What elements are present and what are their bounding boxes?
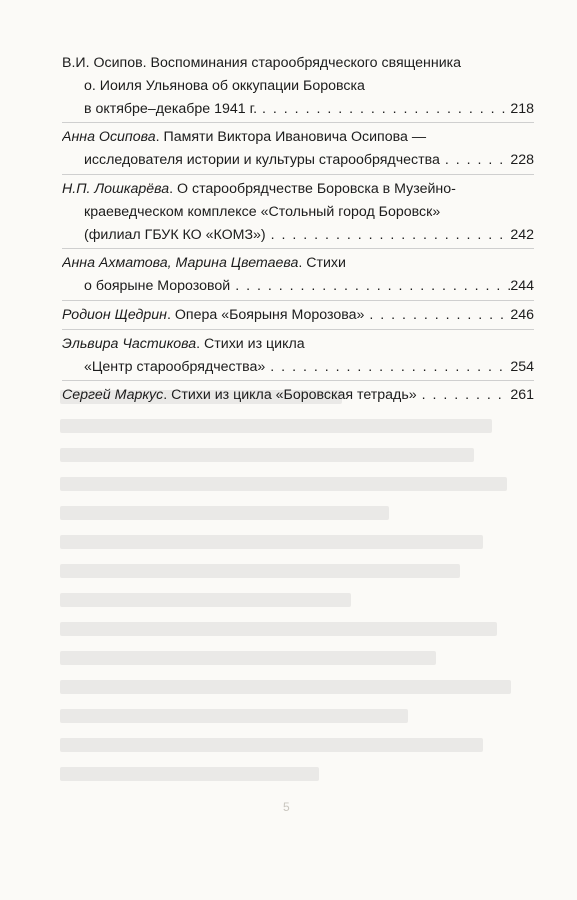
entry-title-line: . О старообрядчестве Боровска в Музейно- (169, 180, 456, 197)
entry-line (62, 75, 534, 98)
entry-author: Анна Осипова (62, 129, 156, 146)
divider (62, 248, 534, 249)
entry-page-number: 261 (510, 387, 534, 404)
entry-line (62, 224, 534, 247)
leader-dots (440, 149, 510, 172)
entry-author: В.И. Осипов. (62, 55, 147, 71)
entry-title-line: исследователя истории и культуры старообрядчества (84, 152, 440, 169)
entry-title-line: в октябре–декабре 1941 г. (84, 100, 258, 117)
entry-title-line: . Стихи из цикла (196, 335, 305, 352)
entry-page-number: 246 (510, 306, 534, 323)
page-number: 5 (283, 800, 290, 814)
entry-author: Анна Ахматова, Марина Цветаева (62, 255, 299, 272)
entry-page-number: 244 (510, 278, 534, 295)
entry-line (62, 178, 534, 201)
table-of-contents (62, 52, 534, 407)
entry-title-line: (филиал ГБУК КО «КОМЗ») (84, 226, 266, 243)
entry-title-line: Воспоминания старообрядческого священника (150, 55, 462, 71)
entry-title-line: краеведческом комплексе «Стольный город Боровск» (84, 203, 441, 220)
leader-dots (364, 304, 510, 327)
toc-entry[interactable] (62, 333, 534, 379)
entry-line (62, 149, 534, 172)
leader-dots (266, 224, 511, 247)
entry-author: Сергей Маркус (62, 387, 164, 404)
entry-line (62, 98, 534, 121)
entry-page-number: 228 (510, 152, 534, 169)
toc-entry[interactable] (62, 252, 534, 298)
toc-entry[interactable] (62, 384, 534, 407)
divider (62, 300, 534, 301)
leader-dots (257, 98, 510, 121)
entry-title-line: . Стихи (298, 255, 346, 272)
entry-line (62, 384, 534, 407)
entry-title-line: о. Иоиля Ульянова об оккупации Боровска (84, 77, 365, 94)
entry-page-number: 242 (510, 226, 534, 243)
toc-entry[interactable] (62, 126, 534, 172)
entry-line (62, 126, 534, 149)
entry-line (62, 52, 534, 75)
entry-title-line: . Стихи из цикла «Боровская тетрадь» (163, 387, 417, 404)
entry-title-line: о боярыне Морозовой (84, 278, 231, 295)
divider (62, 329, 534, 330)
entry-line (62, 275, 534, 298)
entry-title-line: . Памяти Виктора Ивановича Осипова — (155, 129, 427, 146)
entry-author: Родион Щедрин (62, 306, 167, 323)
entry-page-number: 254 (510, 358, 534, 375)
entry-line (62, 304, 534, 327)
toc-entry[interactable] (62, 52, 534, 120)
entry-author: Н.П. Лошкарёва (62, 180, 170, 197)
entry-line (62, 356, 534, 379)
leader-dots (265, 356, 510, 379)
entry-author: Эльвира Частикова (62, 335, 197, 352)
entry-line (62, 201, 534, 224)
entry-title-line: . Опера «Боярыня Морозова» (166, 306, 365, 323)
entry-title-line: «Центр старообрядчества» (84, 358, 266, 375)
show-through-from-reverse (60, 390, 530, 840)
entry-page-number: 218 (510, 100, 534, 117)
divider (62, 122, 534, 123)
divider (62, 174, 534, 175)
toc-entry[interactable] (62, 304, 534, 327)
divider (62, 380, 534, 381)
entry-line (62, 333, 534, 356)
toc-entry[interactable] (62, 178, 534, 246)
leader-dots (417, 384, 511, 407)
entry-line (62, 252, 534, 275)
leader-dots (230, 275, 510, 298)
